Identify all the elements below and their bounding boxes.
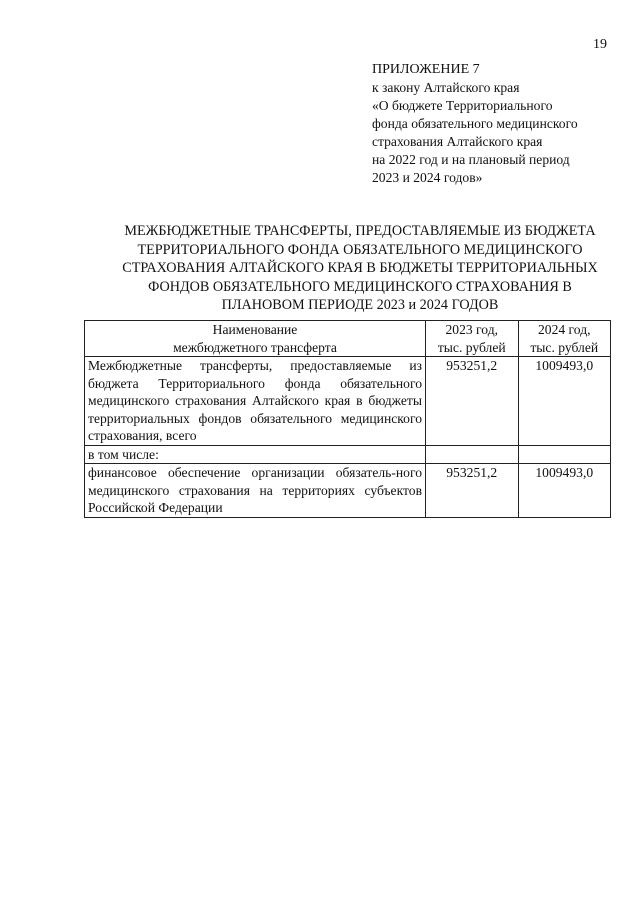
title-line: МЕЖБЮДЖЕТНЫЕ ТРАНСФЕРТЫ, ПРЕДОСТАВЛЯЕМЫЕ ИЗ БЮДЖЕТА	[124, 223, 596, 239]
document-title	[80, 222, 639, 315]
row-value-2024	[518, 445, 611, 464]
header-2023-line: тыс. рублей	[437, 339, 506, 355]
page-number: 19	[593, 37, 607, 52]
table-header-row	[85, 321, 611, 357]
appendix-line: фонда обязательного медицинского	[372, 116, 578, 131]
title-line: ПЛАНОВОМ ПЕРИОДЕ 2023 и 2024 ГОДОВ	[221, 297, 499, 313]
header-name-line: межбюджетного трансферта	[173, 339, 337, 355]
appendix-line: «О бюджете Территориального	[372, 98, 553, 113]
header-2023-line: 2023 год,	[445, 322, 499, 337]
table-row	[85, 357, 611, 446]
row-name: финансовое обеспечение организации обязатель-ного медицинского страхования на территориях субъектов Российской Федерации	[85, 464, 426, 518]
header-2024	[518, 321, 611, 357]
header-2024-line: 2024 год,	[537, 322, 591, 337]
transfers-table	[84, 320, 611, 518]
title-line: ТЕРРИТОРИАЛЬНОГО ФОНДА ОБЯЗАТЕЛЬНОГО МЕДИЦИНСКОГО	[137, 241, 583, 258]
appendix-line: на 2022 год и на плановый период	[372, 152, 570, 167]
header-2023	[426, 321, 519, 357]
appendix-block	[372, 61, 578, 187]
header-name-line: Наименование	[212, 322, 298, 337]
header-name	[85, 321, 426, 357]
appendix-line: страхования Алтайского края	[372, 134, 543, 149]
row-value-2023	[426, 445, 519, 464]
appendix-heading: ПРИЛОЖЕНИЕ 7	[372, 62, 480, 77]
row-value-2024: 1009493,0	[518, 357, 611, 446]
header-2024-line: тыс. рублей	[530, 339, 599, 355]
row-value-2023: 953251,2	[426, 357, 519, 446]
table-row	[85, 464, 611, 518]
row-name: в том числе:	[85, 445, 426, 464]
row-value-2024: 1009493,0	[518, 464, 611, 518]
row-name: Межбюджетные трансферты, предоставляемые из бюджета Территориального фонда обязательного медицинского страхования Алтайского края в бюджеты территориальных фондов обязательного медицинского страхования, всего	[85, 357, 426, 446]
row-value-2023: 953251,2	[426, 464, 519, 518]
title-line: ФОНДОВ ОБЯЗАТЕЛЬНОГО МЕДИЦИНСКОГО СТРАХОВАНИЯ В	[148, 278, 572, 295]
title-line: СТРАХОВАНИЯ АЛТАЙСКОГО КРАЯ В БЮДЖЕТЫ ТЕРРИТОРИАЛЬНЫХ	[122, 260, 598, 276]
appendix-line: 2023 и 2024 годов»	[372, 170, 483, 185]
table-row	[85, 445, 611, 464]
appendix-line: к закону Алтайского края	[372, 80, 520, 95]
